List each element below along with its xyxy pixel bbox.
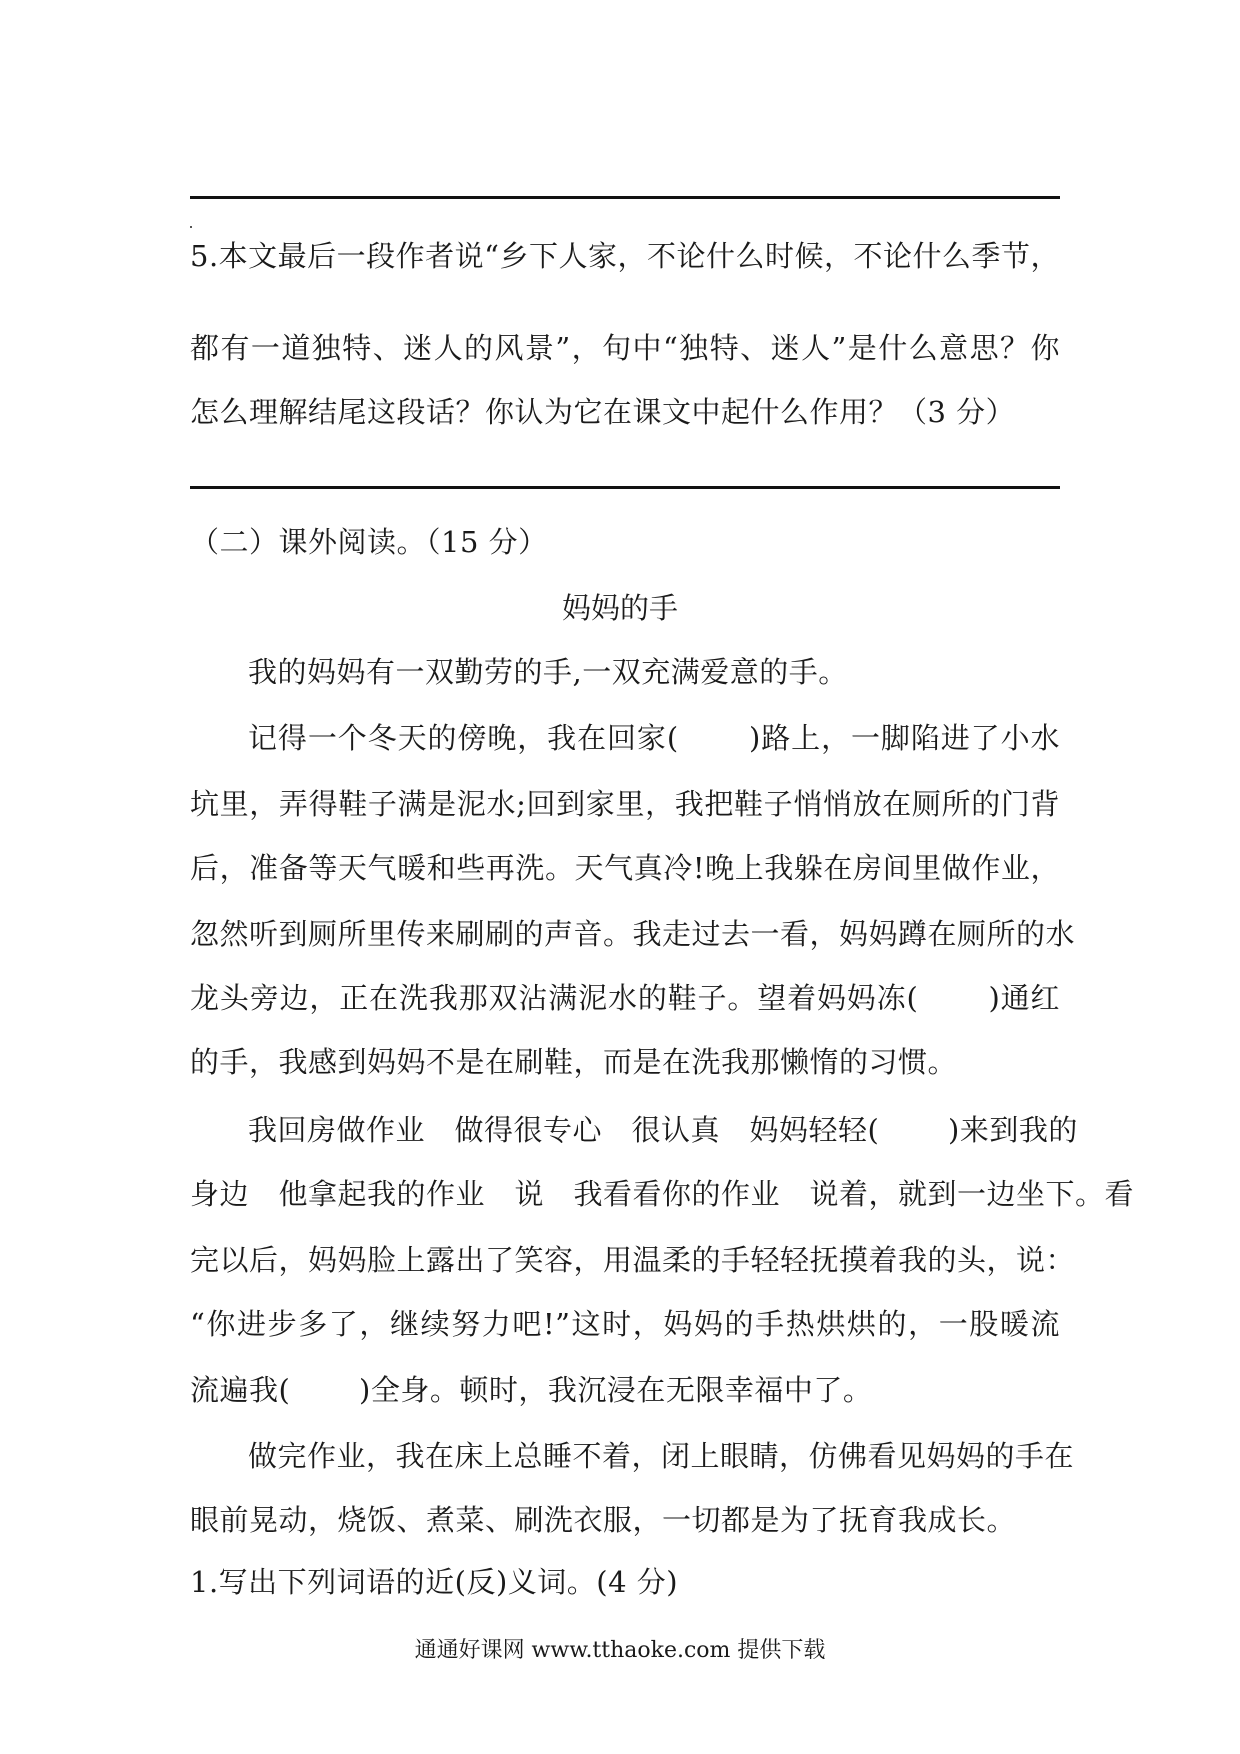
passage-line: 后，准备等天气暖和些再洗。天气真冷!晚上我躲在房间里做作业，	[190, 851, 1060, 885]
question-1: 1.写出下列词语的近(反)义词。(4 分)	[190, 1565, 679, 1599]
passage-line: 忽然听到厕所里传来刷刷的声音。我走过去一看，妈妈蹲在厕所的水	[190, 917, 1076, 951]
passage-line: “你进步多了，继续努力吧!”这时，妈妈的手热烘烘的，一股暖流	[190, 1307, 1060, 1341]
answer-line-2	[190, 486, 1060, 489]
passage-line: 流遍我( )全身。顿时，我沉浸在无限幸福中了。	[190, 1373, 873, 1407]
answer-line-1	[190, 196, 1060, 199]
passage-line: 身边 他拿起我的作业 说 我看看你的作业 说着，就到一边坐下。看	[190, 1177, 1135, 1211]
passage-line: 龙头旁边，正在洗我那双沾满泥水的鞋子。望着妈妈冻( )通红	[190, 981, 1060, 1015]
question-5-line-2: 都有一道独特、迷人的风景”，句中“独特、迷人”是什么意思？你	[190, 331, 1060, 365]
question-5-line-3: 怎么理解结尾这段话？你认为它在课文中起什么作用？（3 分）	[190, 395, 1016, 429]
passage-line: 坑里，弄得鞋子满是泥水;回到家里，我把鞋子悄悄放在厕所的门背	[190, 787, 1060, 821]
passage-title: 妈妈的手	[561, 591, 678, 625]
question-5-line-1: 5.本文最后一段作者说“乡下人家，不论什么时候，不论什么季节，	[190, 239, 1060, 273]
section-2-heading: （二）课外阅读。（15 分）	[190, 525, 548, 559]
passage-line: 我的妈妈有一双勤劳的手,一双充满爱意的手。	[248, 655, 848, 689]
passage-line: 我回房做作业 做得很专心 很认真 妈妈轻轻( )来到我的	[248, 1113, 1078, 1147]
passage-line: 眼前晃动，烧饭、煮菜、刷洗衣服，一切都是为了抚育我成长。	[190, 1503, 1017, 1537]
passage-line: 完以后，妈妈脸上露出了笑容，用温柔的手轻轻抚摸着我的头，说：	[190, 1243, 1076, 1277]
passage-line: 记得一个冬天的傍晚，我在回家( )路上，一脚陷进了小水	[248, 721, 1060, 755]
scan-dot	[190, 226, 192, 228]
passage-line: 的手，我感到妈妈不是在刷鞋，而是在洗我那懒惰的习惯。	[190, 1045, 958, 1079]
passage-line: 做完作业，我在床上总睡不着，闭上眼睛，仿佛看见妈妈的手在	[248, 1439, 1075, 1473]
footer-source: 通通好课网 www.tthaoke.com 提供下载	[414, 1638, 826, 1663]
